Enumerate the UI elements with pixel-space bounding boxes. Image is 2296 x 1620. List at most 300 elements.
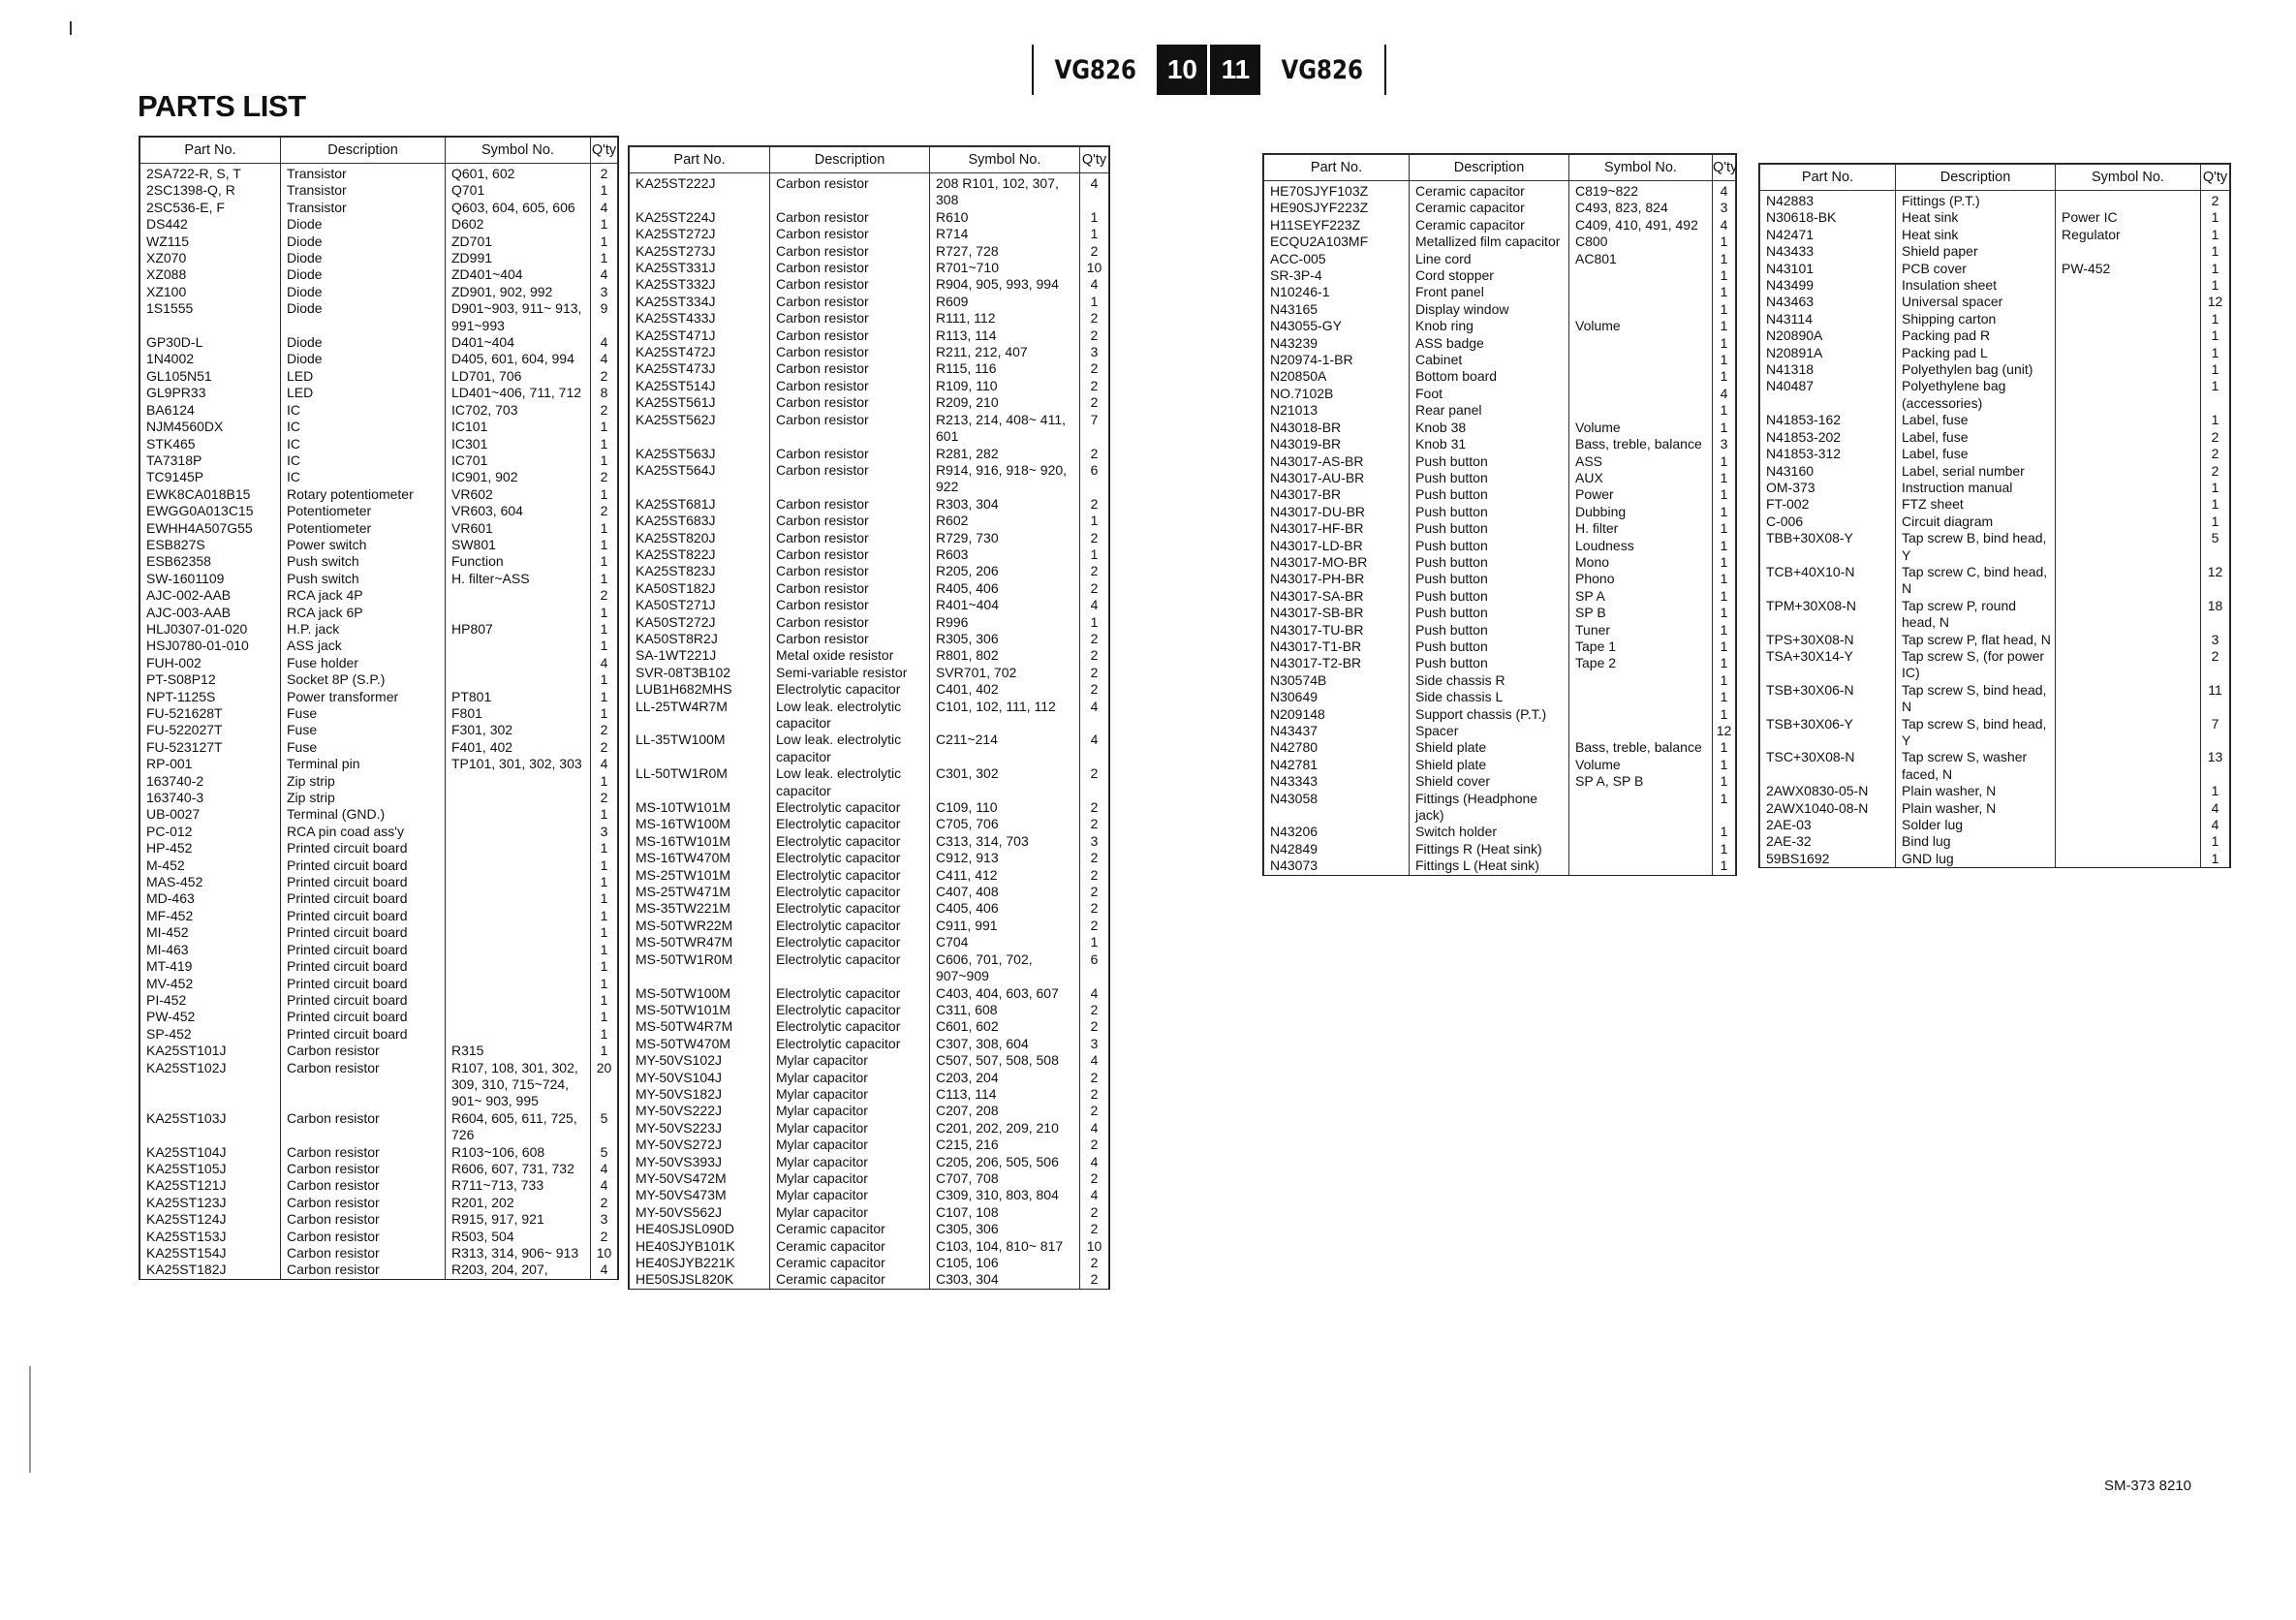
table-row xyxy=(630,513,1109,529)
table-row xyxy=(1760,783,2230,799)
page-header xyxy=(1032,45,1386,95)
part-number: N20890A xyxy=(1760,327,1896,344)
part-number: 2SC1398-Q, R xyxy=(140,182,281,199)
table-row xyxy=(140,1229,618,1245)
part-number: N30649 xyxy=(1264,689,1410,705)
part-number: OM-373 xyxy=(1760,480,1896,496)
quantity: 1 xyxy=(2201,261,2230,277)
quantity: 1 xyxy=(591,605,618,621)
quantity: 1 xyxy=(1713,267,1736,284)
quantity: 1 xyxy=(2201,361,2230,378)
description: Carbon resistor xyxy=(281,1245,446,1262)
part-number: N21013 xyxy=(1264,402,1410,419)
description: Push button xyxy=(1410,486,1569,503)
quantity: 1 xyxy=(1713,453,1736,470)
symbol-number: VR602 xyxy=(446,486,591,503)
table-row xyxy=(1264,453,1736,470)
quantity: 2 xyxy=(1080,918,1109,934)
part-number: MS-16TW101M xyxy=(630,833,770,850)
description: Zip strip xyxy=(281,773,446,790)
table-row xyxy=(630,1238,1109,1255)
description: Carbon resistor xyxy=(281,1144,446,1161)
part-number: KA25ST332J xyxy=(630,276,770,293)
table-row xyxy=(1760,463,2230,480)
symbol-number xyxy=(2056,463,2201,480)
part-number: MY-50VS104J xyxy=(630,1070,770,1086)
table-row xyxy=(140,1262,618,1278)
description: IC xyxy=(281,402,446,419)
description: Tap screw P, round head, N xyxy=(1896,598,2056,632)
symbol-number: Tape 1 xyxy=(1569,639,1713,655)
description: ASS badge xyxy=(1410,335,1569,352)
part-number: MI-463 xyxy=(140,942,281,958)
symbol-number: ZD401~404 xyxy=(446,266,591,283)
part-number: KA25ST104J xyxy=(140,1144,281,1161)
description: Low leak. electrolytic capacitor xyxy=(770,765,930,799)
part-number: N42781 xyxy=(1264,757,1410,773)
quantity: 1 xyxy=(1713,655,1736,671)
table-row xyxy=(630,173,1109,209)
symbol-number: ZD901, 902, 992 xyxy=(446,284,591,300)
quantity: 2 xyxy=(1080,1086,1109,1103)
symbol-number: C307, 308, 604 xyxy=(930,1036,1080,1052)
part-number: GL9PR33 xyxy=(140,385,281,401)
table-row xyxy=(140,1245,618,1262)
symbol-number: ASS xyxy=(1569,453,1713,470)
description: Carbon resistor xyxy=(770,614,930,631)
description: Carbon resistor xyxy=(770,580,930,597)
description: Printed circuit board xyxy=(281,976,446,992)
quantity: 3 xyxy=(591,824,618,840)
table-row xyxy=(630,209,1109,226)
symbol-number: R729, 730 xyxy=(930,530,1080,546)
description: Push button xyxy=(1410,655,1569,671)
part-number: N43017-BR xyxy=(1264,486,1410,503)
table-row xyxy=(1760,480,2230,496)
description: Push button xyxy=(1410,571,1569,587)
part-number: KA25ST105J xyxy=(140,1161,281,1177)
part-number: MS-10TW101M xyxy=(630,799,770,816)
description: Printed circuit board xyxy=(281,992,446,1009)
description: Label, fuse xyxy=(1896,412,2056,428)
quantity: 4 xyxy=(1713,217,1736,234)
table-row xyxy=(630,867,1109,884)
symbol-number: Q701 xyxy=(446,182,591,199)
part-number: KA25ST222J xyxy=(630,173,770,209)
description: Printed circuit board xyxy=(281,1026,446,1043)
description: Foot xyxy=(1410,386,1569,402)
symbol-number xyxy=(1569,402,1713,419)
quantity: 1 xyxy=(2201,378,2230,412)
quantity: 4 xyxy=(591,266,618,283)
symbol-number: R103~106, 608 xyxy=(446,1144,591,1161)
description: Push button xyxy=(1410,588,1569,605)
quantity: 1 xyxy=(591,1043,618,1059)
description: Electrolytic capacitor xyxy=(770,900,930,917)
symbol-number: C507, 507, 508, 508 xyxy=(930,1052,1080,1069)
description: RCA pin coad ass'y xyxy=(281,824,446,840)
part-number: FU-522027T xyxy=(140,722,281,738)
description: Tap screw S, bind head, N xyxy=(1896,682,2056,716)
description: Fuse holder xyxy=(281,655,446,671)
symbol-number: F301, 302 xyxy=(446,722,591,738)
table-row xyxy=(1760,648,2230,682)
table-row xyxy=(1264,386,1736,402)
quantity: 7 xyxy=(2201,716,2230,750)
quantity: 1 xyxy=(1713,554,1736,571)
quantity: 2 xyxy=(1080,867,1109,884)
symbol-number: C113, 114 xyxy=(930,1086,1080,1103)
symbol-number xyxy=(446,790,591,806)
table-row xyxy=(140,1043,618,1059)
part-number: C-006 xyxy=(1760,514,1896,530)
part-number: N41318 xyxy=(1760,361,1896,378)
description: Insulation sheet xyxy=(1896,277,2056,294)
table-row xyxy=(140,284,618,300)
table-row xyxy=(1264,301,1736,318)
part-number: 2AWX1040-08-N xyxy=(1760,800,1896,817)
description: Potentiometer xyxy=(281,503,446,519)
table-row xyxy=(1760,378,2230,412)
part-number: MS-50TW470M xyxy=(630,1036,770,1052)
part-number: TPS+30X08-N xyxy=(1760,632,1896,648)
table-row xyxy=(140,638,618,654)
part-number: KA50ST272J xyxy=(630,614,770,631)
quantity: 1 xyxy=(1713,588,1736,605)
symbol-number: VR601 xyxy=(446,520,591,537)
quantity: 2 xyxy=(1080,1002,1109,1018)
part-number: N43343 xyxy=(1264,773,1410,790)
quantity: 3 xyxy=(1080,1036,1109,1052)
table-row xyxy=(1264,284,1736,300)
part-number: 59BS1692 xyxy=(1760,851,1896,867)
part-number: N30618-BK xyxy=(1760,209,1896,226)
description: Carbon resistor xyxy=(770,446,930,462)
table-row xyxy=(1760,261,2230,277)
table-row xyxy=(1760,311,2230,327)
description: Printed circuit board xyxy=(281,857,446,874)
table-row xyxy=(630,1221,1109,1237)
part-number: N43239 xyxy=(1264,335,1410,352)
quantity: 5 xyxy=(591,1144,618,1161)
table-row xyxy=(140,890,618,907)
description: Carbon resistor xyxy=(281,1195,446,1211)
part-number: MY-50VS272J xyxy=(630,1137,770,1153)
quantity: 2 xyxy=(1080,1018,1109,1035)
quantity: 1 xyxy=(1713,284,1736,300)
part-number: N10246-1 xyxy=(1264,284,1410,300)
column-header: Symbol No. xyxy=(930,147,1080,173)
quantity: 2 xyxy=(1080,900,1109,917)
symbol-number: R610 xyxy=(930,209,1080,226)
table-row xyxy=(1760,243,2230,260)
symbol-number: 208 R101, 102, 307, 308 xyxy=(930,173,1080,209)
table-row xyxy=(1760,851,2230,867)
table-row xyxy=(630,850,1109,866)
symbol-number: R111, 112 xyxy=(930,310,1080,327)
symbol-number: R609 xyxy=(930,294,1080,310)
quantity: 1 xyxy=(1713,622,1736,639)
part-number: KA25ST272J xyxy=(630,226,770,242)
quantity: 1 xyxy=(591,182,618,199)
symbol-number: Volume xyxy=(1569,318,1713,334)
table-row xyxy=(140,469,618,485)
table-row xyxy=(140,1110,618,1144)
symbol-number: PT801 xyxy=(446,689,591,705)
symbol-number: C301, 302 xyxy=(930,765,1080,799)
part-number: TA7318P xyxy=(140,452,281,469)
table-row xyxy=(630,360,1109,377)
table-row xyxy=(1264,706,1736,723)
quantity: 3 xyxy=(1713,436,1736,452)
table-row xyxy=(1760,277,2230,294)
part-number: KA25ST561J xyxy=(630,394,770,411)
table-row xyxy=(1760,749,2230,783)
table-row xyxy=(1760,817,2230,833)
part-number: 2SA722-R, S, T xyxy=(140,164,281,183)
part-number: MY-50VS182J xyxy=(630,1086,770,1103)
quantity: 1 xyxy=(1713,571,1736,587)
symbol-number: Tuner xyxy=(1569,622,1713,639)
description: Polyethylen bag (unit) xyxy=(1896,361,2056,378)
quantity: 3 xyxy=(591,1211,618,1228)
part-number: KA25ST124J xyxy=(140,1211,281,1228)
table-row xyxy=(1760,716,2230,750)
symbol-number: F801 xyxy=(446,705,591,722)
description: Mylar capacitor xyxy=(770,1170,930,1187)
description: Fittings L (Heat sink) xyxy=(1410,857,1569,874)
quantity: 3 xyxy=(1080,833,1109,850)
description: Electrolytic capacitor xyxy=(770,1036,930,1052)
part-number: 163740-2 xyxy=(140,773,281,790)
part-number: N43165 xyxy=(1264,301,1410,318)
quantity: 12 xyxy=(2201,294,2230,310)
symbol-number: D401~404 xyxy=(446,334,591,351)
table-row xyxy=(140,958,618,975)
description: Terminal pin xyxy=(281,756,446,772)
description: Electrolytic capacitor xyxy=(770,918,930,934)
symbol-number: Power IC xyxy=(2056,209,2201,226)
part-number: MY-50VS222J xyxy=(630,1103,770,1119)
part-number: KA25ST101J xyxy=(140,1043,281,1059)
description: Heat sink xyxy=(1896,209,2056,226)
table-row xyxy=(140,368,618,385)
quantity: 2 xyxy=(591,402,618,419)
quantity: 2 xyxy=(591,587,618,604)
table-row xyxy=(1264,672,1736,689)
description: Knob ring xyxy=(1410,318,1569,334)
quantity: 1 xyxy=(591,621,618,638)
description: Side chassis R xyxy=(1410,672,1569,689)
table-row xyxy=(630,1137,1109,1153)
symbol-number: C207, 208 xyxy=(930,1103,1080,1119)
table-row xyxy=(630,647,1109,664)
part-number: TSA+30X14-Y xyxy=(1760,648,1896,682)
table-row xyxy=(140,419,618,435)
description: Front panel xyxy=(1410,284,1569,300)
part-number: N43206 xyxy=(1264,824,1410,840)
quantity: 1 xyxy=(591,671,618,688)
description: Electrolytic capacitor xyxy=(770,1002,930,1018)
quantity: 2 xyxy=(1080,563,1109,579)
quantity: 2 xyxy=(1080,496,1109,513)
description: Push button xyxy=(1410,605,1569,621)
table-row xyxy=(630,394,1109,411)
symbol-number xyxy=(2056,277,2201,294)
description: Socket 8P (S.P.) xyxy=(281,671,446,688)
quantity: 12 xyxy=(2201,564,2230,598)
description: Shipping carton xyxy=(1896,311,2056,327)
quantity: 1 xyxy=(1713,301,1736,318)
symbol-number xyxy=(1569,335,1713,352)
quantity: 18 xyxy=(2201,598,2230,632)
table-row xyxy=(1264,234,1736,250)
table-row xyxy=(630,900,1109,917)
part-number: 163740-3 xyxy=(140,790,281,806)
quantity: 2 xyxy=(2201,191,2230,210)
quantity: 1 xyxy=(591,553,618,570)
table-row xyxy=(630,276,1109,293)
part-number: RP-001 xyxy=(140,756,281,772)
quantity: 1 xyxy=(591,908,618,924)
quantity: 2 xyxy=(1080,799,1109,816)
description: Printed circuit board xyxy=(281,874,446,890)
description: Carbon resistor xyxy=(770,360,930,377)
symbol-number: Power xyxy=(1569,486,1713,503)
table-row xyxy=(1264,639,1736,655)
symbol-number: R914, 916, 918~ 920, 922 xyxy=(930,462,1080,496)
quantity: 1 xyxy=(1713,757,1736,773)
symbol-number: R701~710 xyxy=(930,260,1080,276)
symbol-number: C819~822 xyxy=(1569,181,1713,201)
symbol-number xyxy=(2056,530,2201,564)
table-row xyxy=(1760,496,2230,513)
symbol-number: C411, 412 xyxy=(930,867,1080,884)
quantity: 1 xyxy=(1080,294,1109,310)
symbol-number xyxy=(1569,857,1713,874)
quantity: 4 xyxy=(1080,173,1109,209)
symbol-number: C109, 110 xyxy=(930,799,1080,816)
part-number: KA25ST334J xyxy=(630,294,770,310)
description: Carbon resistor xyxy=(770,597,930,613)
quantity: 1 xyxy=(591,942,618,958)
table-row xyxy=(630,665,1109,681)
description: RCA jack 6P xyxy=(281,605,446,621)
description: Printed circuit board xyxy=(281,908,446,924)
symbol-number: C800 xyxy=(1569,234,1713,250)
symbol-number xyxy=(2056,783,2201,799)
table-row xyxy=(630,226,1109,242)
symbol-number: R203, 204, 207, xyxy=(446,1262,591,1278)
description: Tap screw S, bind head, Y xyxy=(1896,716,2056,750)
table-row xyxy=(1760,227,2230,243)
table-row xyxy=(630,597,1109,613)
part-number: N43160 xyxy=(1760,463,1896,480)
part-number: MD-463 xyxy=(140,890,281,907)
table-row xyxy=(1264,420,1736,436)
description: Carbon resistor xyxy=(770,412,930,446)
description: Mylar capacitor xyxy=(770,1103,930,1119)
description: Ceramic capacitor xyxy=(770,1238,930,1255)
table-row xyxy=(1264,520,1736,537)
description: Push button xyxy=(1410,622,1569,639)
table-row xyxy=(630,1086,1109,1103)
symbol-number: ZD701 xyxy=(446,234,591,250)
quantity: 1 xyxy=(591,1009,618,1025)
description: Rear panel xyxy=(1410,402,1569,419)
symbol-number: AUX xyxy=(1569,470,1713,486)
parts-table-2 xyxy=(628,145,1110,1290)
quantity: 1 xyxy=(591,992,618,1009)
description: Tap screw C, bind head, N xyxy=(1896,564,2056,598)
description: Electrolytic capacitor xyxy=(770,799,930,816)
quantity: 1 xyxy=(591,571,618,587)
quantity: 2 xyxy=(1080,1255,1109,1271)
symbol-number: C313, 314, 703 xyxy=(930,833,1080,850)
quantity: 2 xyxy=(1080,681,1109,698)
table-row xyxy=(630,546,1109,563)
quantity: 1 xyxy=(2201,311,2230,327)
model-left: VG826 xyxy=(1054,54,1136,85)
table-row xyxy=(630,1187,1109,1203)
symbol-number: SW801 xyxy=(446,537,591,553)
part-number: N43463 xyxy=(1760,294,1896,310)
part-number: SP-452 xyxy=(140,1026,281,1043)
quantity: 1 xyxy=(591,924,618,941)
symbol-number: Phono xyxy=(1569,571,1713,587)
table-row xyxy=(630,884,1109,900)
description: Metallized film capacitor xyxy=(1410,234,1569,250)
table-row xyxy=(140,840,618,857)
part-number: XZ088 xyxy=(140,266,281,283)
symbol-number: Q601, 602 xyxy=(446,164,591,183)
quantity: 10 xyxy=(591,1245,618,1262)
quantity: 1 xyxy=(1713,639,1736,655)
symbol-number: VR603, 604 xyxy=(446,503,591,519)
quantity: 2 xyxy=(1080,310,1109,327)
quantity: 2 xyxy=(591,722,618,738)
quantity: 1 xyxy=(591,890,618,907)
table-row xyxy=(1264,791,1736,825)
table-row xyxy=(1760,564,2230,598)
table-row xyxy=(1264,538,1736,554)
quantity: 4 xyxy=(1713,386,1736,402)
table-row xyxy=(1264,622,1736,639)
part-number: AJC-002-AAB xyxy=(140,587,281,604)
quantity: 1 xyxy=(2201,496,2230,513)
table-row xyxy=(1264,200,1736,216)
description: Shield cover xyxy=(1410,773,1569,790)
part-number: ECQU2A103MF xyxy=(1264,234,1410,250)
part-number: HSJ0780-01-010 xyxy=(140,638,281,654)
symbol-number xyxy=(446,587,591,604)
symbol-number: R115, 116 xyxy=(930,360,1080,377)
table-row xyxy=(140,587,618,604)
description: Low leak. electrolytic capacitor xyxy=(770,732,930,765)
symbol-number: R281, 282 xyxy=(930,446,1080,462)
quantity: 4 xyxy=(2201,800,2230,817)
symbol-number xyxy=(446,840,591,857)
table-row xyxy=(140,976,618,992)
description: Carbon resistor xyxy=(770,344,930,360)
quantity: 1 xyxy=(2201,345,2230,361)
part-number: N41853-202 xyxy=(1760,429,1896,446)
description: Carbon resistor xyxy=(770,513,930,529)
description: Side chassis L xyxy=(1410,689,1569,705)
table-row xyxy=(630,765,1109,799)
symbol-number xyxy=(2056,294,2201,310)
column-header: Description xyxy=(281,138,446,164)
